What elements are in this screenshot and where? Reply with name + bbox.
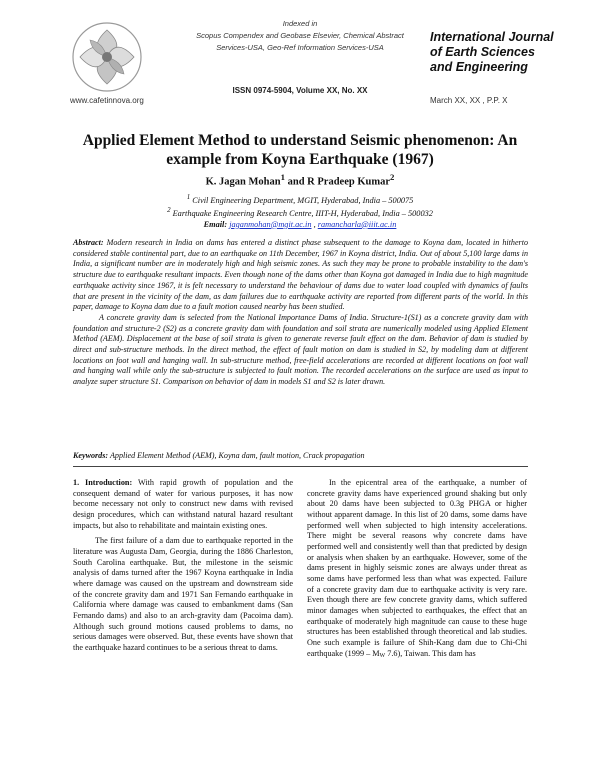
affiliation-1: $^1$ Civil Engineering Department, MGIT, Hyderabad, India – 500075 (186, 194, 414, 205)
journal-logo-icon (70, 20, 144, 94)
title-line: Applied Element Method to understand Seismic phenomenon: An (82, 132, 518, 149)
journal-name (430, 30, 590, 75)
indexed-line: Indexed in (282, 19, 318, 28)
body-paragraph (73, 478, 293, 531)
author-separator: and (284, 176, 308, 188)
indexing-info (170, 18, 430, 54)
body-paragraph: In the epicentral area of the earthquake, a number of concrete gravity dams have experienced ground shaking but only about 20 dams have been subjected to 0.3g PHGA or higher without apparent damage. In this list of 20 dams, some dams have performed well when subjected to high intensity accelerations. There might be several reasons why concrete dams have performed well and consistently well than that predicted by design or analysis when shaken by an earthquake. However, some of the dams present in highly seismic zones are always under threat as some dams have performed less than what was expected. Failure of a concrete gravity dam due to earthquake activity is very rare. Even though there are few concrete gravity dams, which suffered minor damages when subjected to earthquakes, the effect that an earthquake of moderately high magnitude can cause to these huge structures has been established through theoretical and lab studies. One such example is failure of Shih-Kang dam due to Chi-Chi earthquake (1999 – MW 7.6), Taiwan. This dam has (307, 478, 527, 659)
email-link-1[interactable]: jaganmohan@mgit.ac.in (229, 219, 312, 229)
paper-title (60, 131, 540, 169)
email-link-2[interactable]: ramancharla@iiit.ac.in (317, 219, 397, 229)
abstract-text: Modern research in India on dams has entered a distinct phase subsequent to the damage to Koyna dam, located in hitherto considered stable continental part, due to an earthquake on 11th December, 1967 in Koyna district, India. Out of about 5,100 large dams in India, a significant number are in moderately high and high seismic zones. As such they may be prone to probable instability to the dam's structure due to earthquake resultant impacts. Even though none of the dams other than Koyna got damaged in India due to high magnitude earthquake activity since 1967, it is felt necessary to understand the behaviour of dams due to water load coupled with dynamics of faults that are present in the vicinity of the dam, as dam failures due to earthquake activity are reported from different parts of the world. In this paper, damage to Koyna dam due to a fault motion caused nearby has been studied. (73, 238, 528, 312)
abstract-block (73, 238, 528, 388)
keywords-line (73, 451, 528, 460)
title-line: example from Koyna Earthquake (1967) (166, 151, 434, 168)
section-heading-introduction: 1. Introduction: (73, 478, 133, 487)
indexed-line: Services-USA, Geo-Ref Information Services-USA (216, 43, 384, 52)
abstract-label: Abstract: (73, 238, 104, 247)
author-name: R Pradeep Kumar (307, 176, 390, 188)
email-line (60, 220, 540, 231)
author-list (60, 172, 540, 188)
abstract-paragraph: A concrete gravity dam is selected from the National Importance Dams of India. Structure-1(S1) as a concrete gravity dam with foundation and structure-2 (S2) as a concrete gravity dam with foundation and soil strata are numerically modeled using Applied Element Method (AEM). Displacement at the base of soil strata is given to generate reverse fault effect on the dam. Behavior of dam is studied by direct and sub-structure methods. In the direct method, the effect of fault motion on dam is studied in S2, by modeling dam at different locations on foot wall and hanging wall. In sub-structure method, free-field accelerations are recorded at different locations on foot wall and hanging wall while only the sub-structure is subjected to fault motion. The recorded accelerations on the surface are used as input to analyze super structure S1. Comparison on behavior of dam in models S1 and S2 is later drawn. (73, 312, 528, 387)
body-column-left (73, 478, 293, 659)
journal-name-line: of Earth Sciences (430, 45, 535, 59)
keywords-label: Keywords: (73, 451, 109, 460)
abstract-paragraph (73, 238, 528, 313)
affiliation-2: $^2$ Earthquake Engineering Research Centre, IIIT-H, Hyderabad, India – 500032 (167, 207, 433, 219)
keywords-text: Applied Element Method (AEM), Koyna dam, fault motion, Crack propagation (108, 451, 365, 460)
website-url[interactable]: www.cafetinnova.org (70, 96, 144, 105)
email-separator: , (311, 219, 318, 229)
magnitude-subscript: W (379, 652, 386, 659)
journal-name-line: International Journal (430, 30, 554, 44)
journal-name-line: and Engineering (430, 60, 528, 74)
issn-volume: ISSN 0974-5904, Volume XX, No. XX (232, 86, 368, 95)
author-affil-ref: 1 (280, 172, 285, 182)
body-paragraph: The first failure of a dam due to earthquake reported in the literature was Augusta Dam, Georgia, during the 1886 Charleston, South Carolina earthquake. But, the milestone in the seismic analysis of dams turned after the 1967 Koyna earthquake in India where damage was caused on the upstream and downstream side of the concrete gravity dam and 1971 San Fernando earthquake in California where damage was caused to embankment dams (San Fernando dams) and also to an arch-gravity dam (Pacoima dam). Although such ground motions caused problems to dams, no serious damages were observed. But, these events have shown that the earthquake hazard continues to be a serious threat to dams. (73, 536, 293, 652)
indexed-line: Scopus Compendex and Geobase Elsevier, Chemical Abstract (196, 31, 404, 40)
body-text: With rapid growth of population and the consequent demand of water for various purposes, it has now become necessary not only to construct new dams with revised design procedures, which can withstand natural hazard resultant impacts, but also to rehabilitate and maintain existing ones. (73, 478, 294, 530)
section-divider (73, 466, 528, 467)
author-affil-ref: 2 (390, 172, 395, 182)
affiliations (60, 193, 540, 230)
email-label: Email: (203, 219, 228, 229)
body-column-right (307, 478, 527, 666)
author-name: K. Jagan Mohan (205, 176, 281, 188)
issue-date: March XX, XX , P.P. X (430, 96, 508, 105)
